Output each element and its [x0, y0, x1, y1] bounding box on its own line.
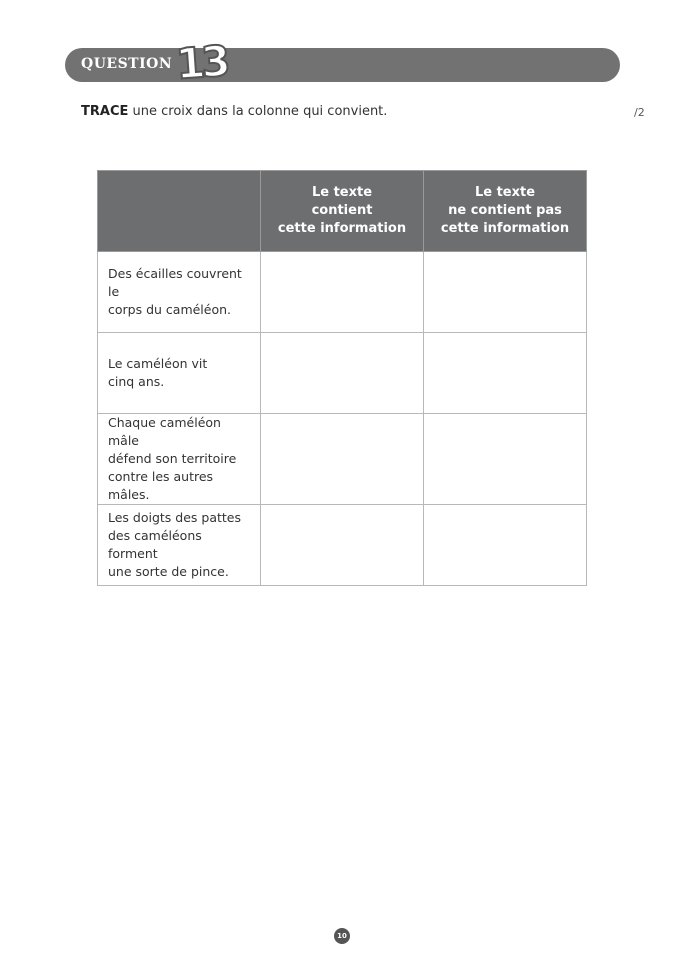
question-number: 13: [174, 36, 229, 89]
question-label: QUESTION: [81, 56, 173, 72]
header-empty: [98, 171, 261, 252]
checkbox-cell-not-contains[interactable]: [424, 252, 587, 333]
header-contains: Le texte contient cette information: [261, 171, 424, 252]
table-header-row: [98, 171, 587, 252]
score: /2: [634, 106, 645, 119]
statement-cell: Le caméléon vit cinq ans.: [98, 333, 261, 414]
statement-cell: Des écailles couvrent le corps du caméléon.: [98, 252, 261, 333]
checkbox-cell-contains[interactable]: [261, 333, 424, 414]
instruction: [81, 104, 387, 119]
header-not-contains: Le texte ne contient pas cette information: [424, 171, 587, 252]
checkbox-cell-contains[interactable]: [261, 414, 424, 505]
statement-cell: Chaque caméléon mâle défend son territoire contre les autres mâles.: [98, 414, 261, 505]
answer-table: [97, 170, 587, 586]
checkbox-cell-contains[interactable]: [261, 252, 424, 333]
statement-cell: Les doigts des pattes des caméléons forment une sorte de pince.: [98, 505, 261, 586]
table-row: [98, 333, 587, 414]
page-number: 10: [334, 928, 350, 944]
instruction-text: une croix dans la colonne qui convient.: [128, 104, 388, 119]
checkbox-cell-not-contains[interactable]: [424, 414, 587, 505]
instruction-verb: TRACE: [81, 104, 129, 119]
table-row: [98, 252, 587, 333]
checkbox-cell-not-contains[interactable]: [424, 505, 587, 586]
table-row: [98, 414, 587, 505]
table-row: [98, 505, 587, 586]
checkbox-cell-not-contains[interactable]: [424, 333, 587, 414]
checkbox-cell-contains[interactable]: [261, 505, 424, 586]
